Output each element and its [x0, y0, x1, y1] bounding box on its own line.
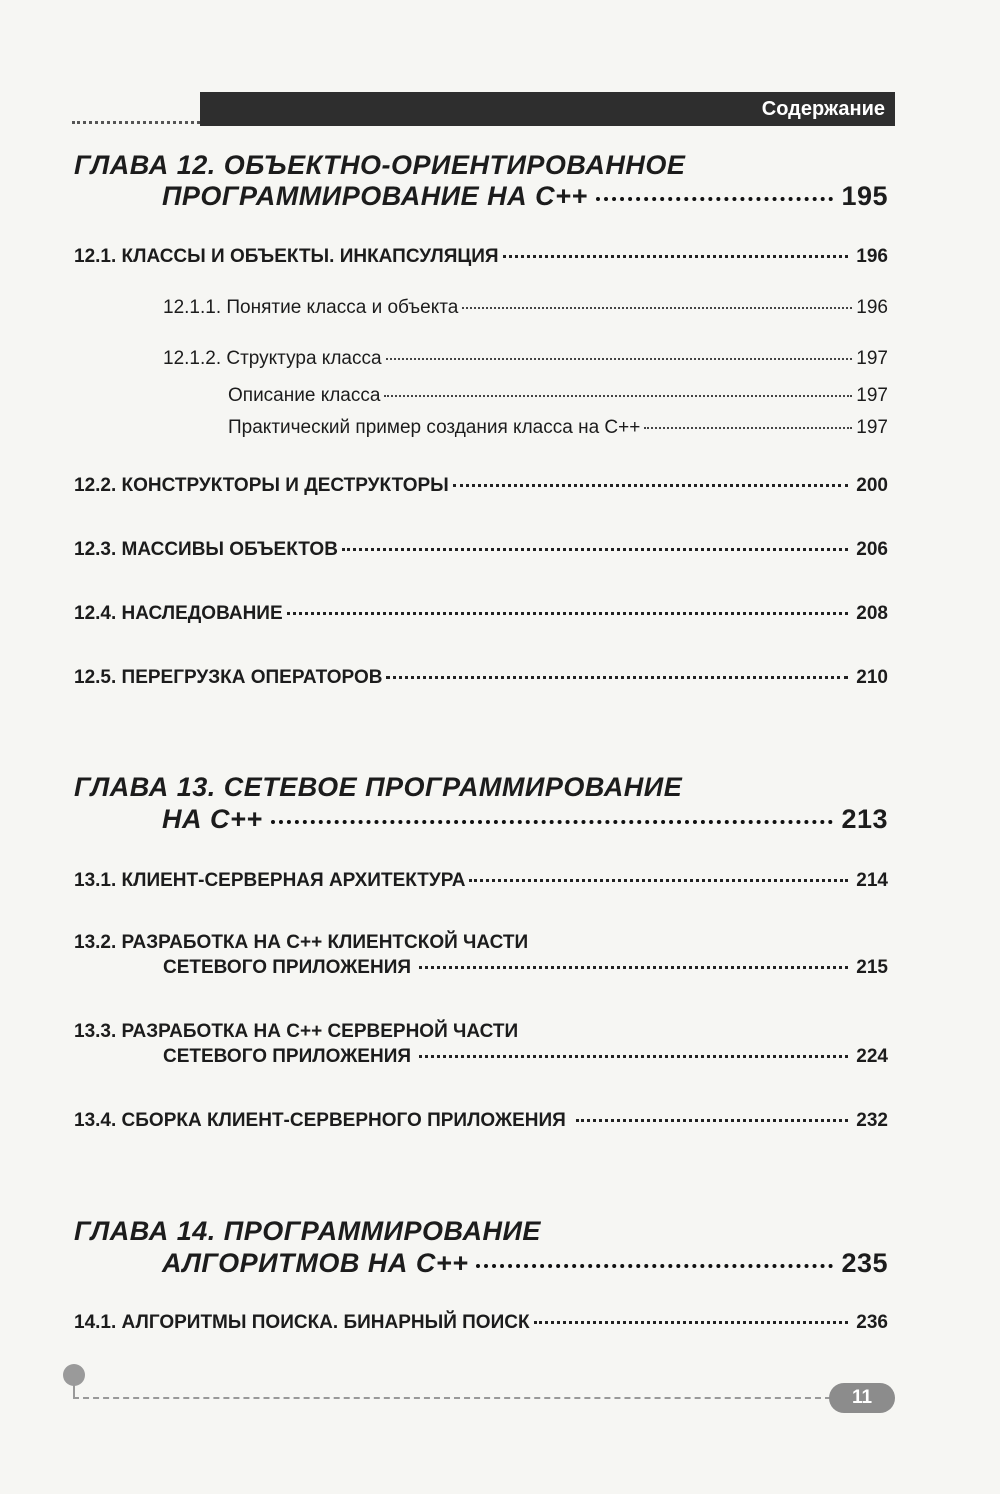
chapter-title-line1: ГЛАВА 12. ОБЪЕКТНО-ОРИЕНТИРОВАННОЕ	[74, 150, 686, 180]
section-title: 12.4. НАСЛЕДОВАНИЕ	[74, 603, 283, 624]
section-page: 214	[856, 870, 888, 891]
toc-item-row[interactable]	[228, 417, 888, 439]
dot-leader	[386, 676, 848, 679]
item-title: Практический пример создания класса на С++	[228, 417, 641, 438]
toc-section-row[interactable]	[163, 957, 888, 979]
chapter-title-line1: ГЛАВА 13. СЕТЕВОЕ ПРОГРАММИРОВАНИЕ	[74, 772, 683, 802]
chapter-page: 195	[841, 181, 888, 211]
section-title-cont: СЕТЕВОГО ПРИЛОЖЕНИЯ	[163, 1046, 412, 1067]
toc-section-row[interactable]	[74, 1312, 888, 1334]
toc-section-row[interactable]	[74, 475, 888, 497]
chapter-title-line1: ГЛАВА 14. ПРОГРАММИРОВАНИЕ	[74, 1216, 541, 1246]
header-dotted-rule	[72, 121, 200, 124]
chapter-page: 213	[841, 804, 888, 834]
toc-section-row[interactable]	[74, 667, 888, 689]
page-number: 11	[851, 1387, 873, 1408]
toc-item-row[interactable]	[228, 385, 888, 407]
section-title: 12.3. МАССИВЫ ОБЪЕКТОВ	[74, 539, 338, 560]
chapter-page: 235	[841, 1248, 888, 1278]
page-number-badge	[829, 1383, 895, 1413]
footer-dashed-rule	[73, 1397, 831, 1399]
section-title: 12.2. КОНСТРУКТОРЫ И ДЕСТРУКТОРЫ	[74, 475, 449, 496]
section-title: 14.1. АЛГОРИТМЫ ПОИСКА. БИНАРНЫЙ ПОИСК	[74, 1312, 530, 1333]
section-page: 200	[856, 475, 888, 496]
section-title: 12.1. КЛАССЫ И ОБЪЕКТЫ. ИНКАПСУЛЯЦИЯ	[74, 246, 499, 267]
dot-leader	[596, 197, 834, 201]
toc-chapter-row[interactable]	[162, 181, 888, 212]
toc-subsection-row[interactable]	[163, 348, 888, 370]
section-page: 232	[856, 1110, 888, 1131]
dot-leader	[287, 612, 849, 615]
dot-leader	[342, 548, 848, 551]
subsection-page: 197	[856, 348, 888, 369]
section-page: 210	[856, 667, 888, 688]
running-header-title: Содержание	[761, 97, 885, 120]
dot-leader	[644, 427, 852, 429]
dot-leader	[386, 358, 853, 360]
section-title: 13.4. СБОРКА КЛИЕНТ-СЕРВЕРНОГО ПРИЛОЖЕНИЯ	[74, 1110, 566, 1131]
chapter-title-line2: НА С++	[162, 804, 263, 834]
section-page: 196	[856, 246, 888, 267]
toc-section-row[interactable]	[74, 603, 888, 625]
toc-subsection-row[interactable]	[163, 297, 888, 319]
dot-leader	[419, 966, 848, 969]
dot-leader	[503, 255, 849, 258]
running-header	[200, 92, 895, 126]
item-page: 197	[856, 385, 888, 406]
section-title: 13.3. РАЗРАБОТКА НА С++ СЕРВЕРНОЙ ЧАСТИ	[74, 1021, 519, 1042]
section-page: 206	[856, 539, 888, 560]
dot-leader	[419, 1055, 848, 1058]
section-page: 236	[856, 1312, 888, 1333]
dot-leader	[476, 1264, 833, 1268]
dot-leader	[469, 879, 848, 882]
toc-chapter-row[interactable]	[162, 1248, 888, 1279]
subsection-title: 12.1.2. Структура класса	[163, 348, 382, 369]
section-title: 12.5. ПЕРЕГРУЗКА ОПЕРАТОРОВ	[74, 667, 383, 688]
subsection-title: 12.1.1. Понятие класса и объекта	[163, 297, 459, 318]
subsection-page: 196	[856, 297, 888, 318]
dot-leader	[453, 484, 849, 487]
chapter-title-line2: ПРОГРАММИРОВАНИЕ НА С++	[162, 181, 588, 211]
item-title: Описание класса	[228, 385, 381, 406]
section-page: 215	[856, 957, 888, 978]
toc-section-row[interactable]	[74, 1110, 888, 1132]
dot-leader	[576, 1119, 848, 1122]
section-title: 13.1. КЛИЕНТ-СЕРВЕРНАЯ АРХИТЕКТУРА	[74, 870, 466, 891]
section-page: 224	[856, 1046, 888, 1067]
toc-section-row[interactable]	[74, 539, 888, 561]
item-page: 197	[856, 417, 888, 438]
section-title: 13.2. РАЗРАБОТКА НА С++ КЛИЕНТСКОЙ ЧАСТИ	[74, 932, 529, 953]
dot-leader	[534, 1321, 849, 1324]
dot-leader	[271, 820, 834, 824]
toc-section-row[interactable]	[74, 870, 888, 892]
chapter-title-line2: АЛГОРИТМОВ НА С++	[162, 1248, 469, 1278]
section-page: 208	[856, 603, 888, 624]
dot-leader	[384, 395, 852, 397]
toc-chapter-row[interactable]	[162, 804, 888, 835]
section-title-cont: СЕТЕВОГО ПРИЛОЖЕНИЯ	[163, 957, 412, 978]
toc-section-row[interactable]	[163, 1046, 888, 1068]
dot-leader	[462, 307, 852, 309]
footer-stem-line	[73, 1380, 75, 1398]
toc-section-row[interactable]	[74, 246, 888, 268]
